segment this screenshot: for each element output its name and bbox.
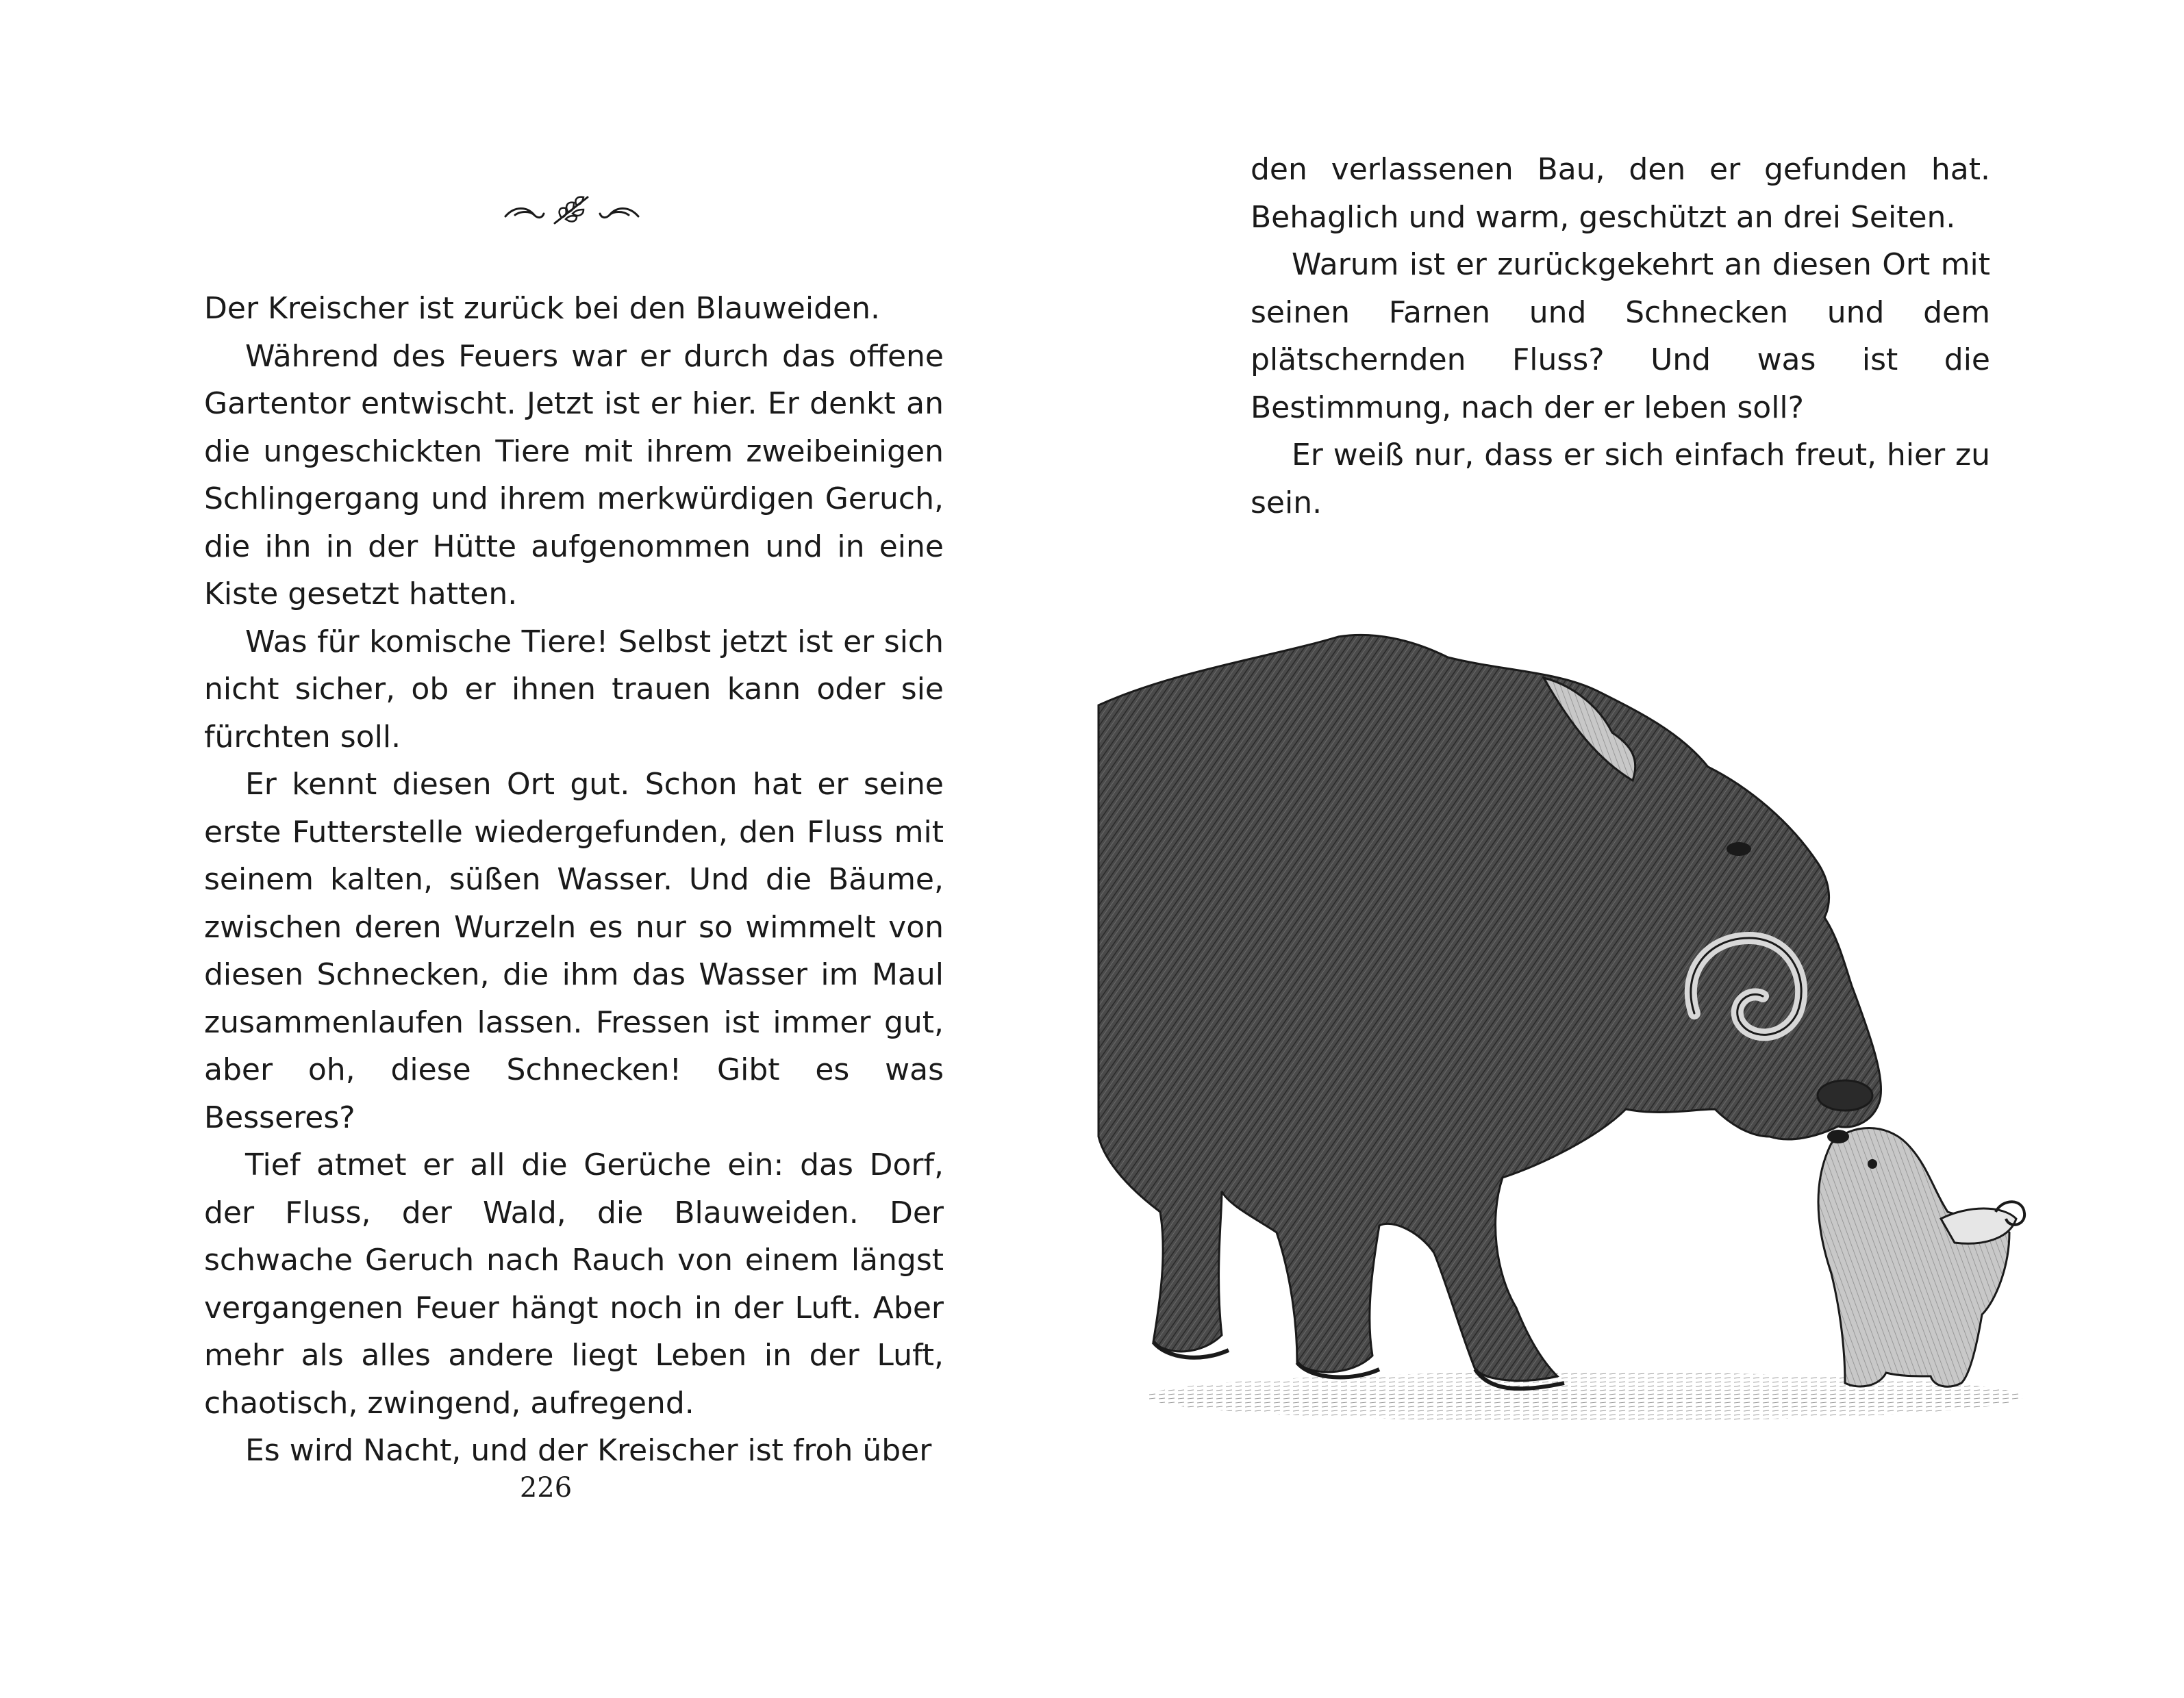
paragraph: Was für komische Tiere! Selbst jetzt ist er sich nicht sicher, ob er ihnen trauen kann oder sie fürchten soll. bbox=[204, 624, 944, 755]
paragraph: Warum ist er zurückgekehrt an diesen Ort mit seinen Farnen und Schnecken und dem plätschernden Fluss? Und was ist die Bestimmung, nach der er leben soll? bbox=[1251, 247, 1990, 425]
leaf-flourish-icon bbox=[500, 185, 644, 233]
ground-shadow bbox=[1146, 1372, 2023, 1421]
paragraph: Er weiß nur, dass er sich einfach freut, hier zu sein. bbox=[1251, 438, 1990, 520]
cub-eye bbox=[1868, 1159, 1877, 1169]
paragraph: den verlassenen Bau, den er gefunden hat. Behaglich und warm, geschützt an drei Seiten. bbox=[1251, 152, 1990, 235]
paragraph: Es wird Nacht, und der Kreischer ist froh über bbox=[245, 1433, 932, 1468]
right-page bbox=[1092, 0, 2184, 1698]
cub bbox=[1818, 1128, 2024, 1387]
paragraph: Er kennt diesen Ort gut. Schon hat er seine erste Futterstelle wiedergefunden, den Fluss mit seinem kalten, süßen Wasser. Und die Bäume, zwischen deren Wurzeln es nur so wimmelt von diesen Schnecken, die ihm das Wasser im Maul zusammenlaufen lassen. Fressen ist immer gut, aber oh, diese Schnecken! Gibt es was Besseres? bbox=[204, 767, 944, 1135]
paragraph: Während des Feuers war er durch das offene Gartentor entwischt. Jetzt ist er hier. Er denkt an die ungeschickten Tiere mit ihrem zweibeinigen Schlingergang und ihrem merkwürdigen Geruch, die ihn in der Hütte aufgenommen und in eine Kiste gesetzt hatten. bbox=[204, 338, 944, 611]
paragraph: Der Kreischer ist zurück bei den Blauweiden. bbox=[204, 291, 880, 326]
left-body-text bbox=[204, 285, 944, 1475]
paragraph: Tief atmet er all die Gerüche ein: das Dorf, der Fluss, der Wald, die Blauweiden. Der schwache Geruch nach Rauch von einem längst vergangenen Feuer hängt noch in der Luft. Aber mehr als alles andere liegt Leben in der Luft, chaotisch, zwingend, aufregend. bbox=[204, 1148, 944, 1421]
page-number: 226 bbox=[519, 1472, 573, 1504]
right-body-text bbox=[1251, 146, 1990, 527]
boar-eye bbox=[1727, 842, 1751, 856]
boar-and-cub-illustration bbox=[1092, 616, 2050, 1438]
boar bbox=[1099, 635, 1881, 1389]
